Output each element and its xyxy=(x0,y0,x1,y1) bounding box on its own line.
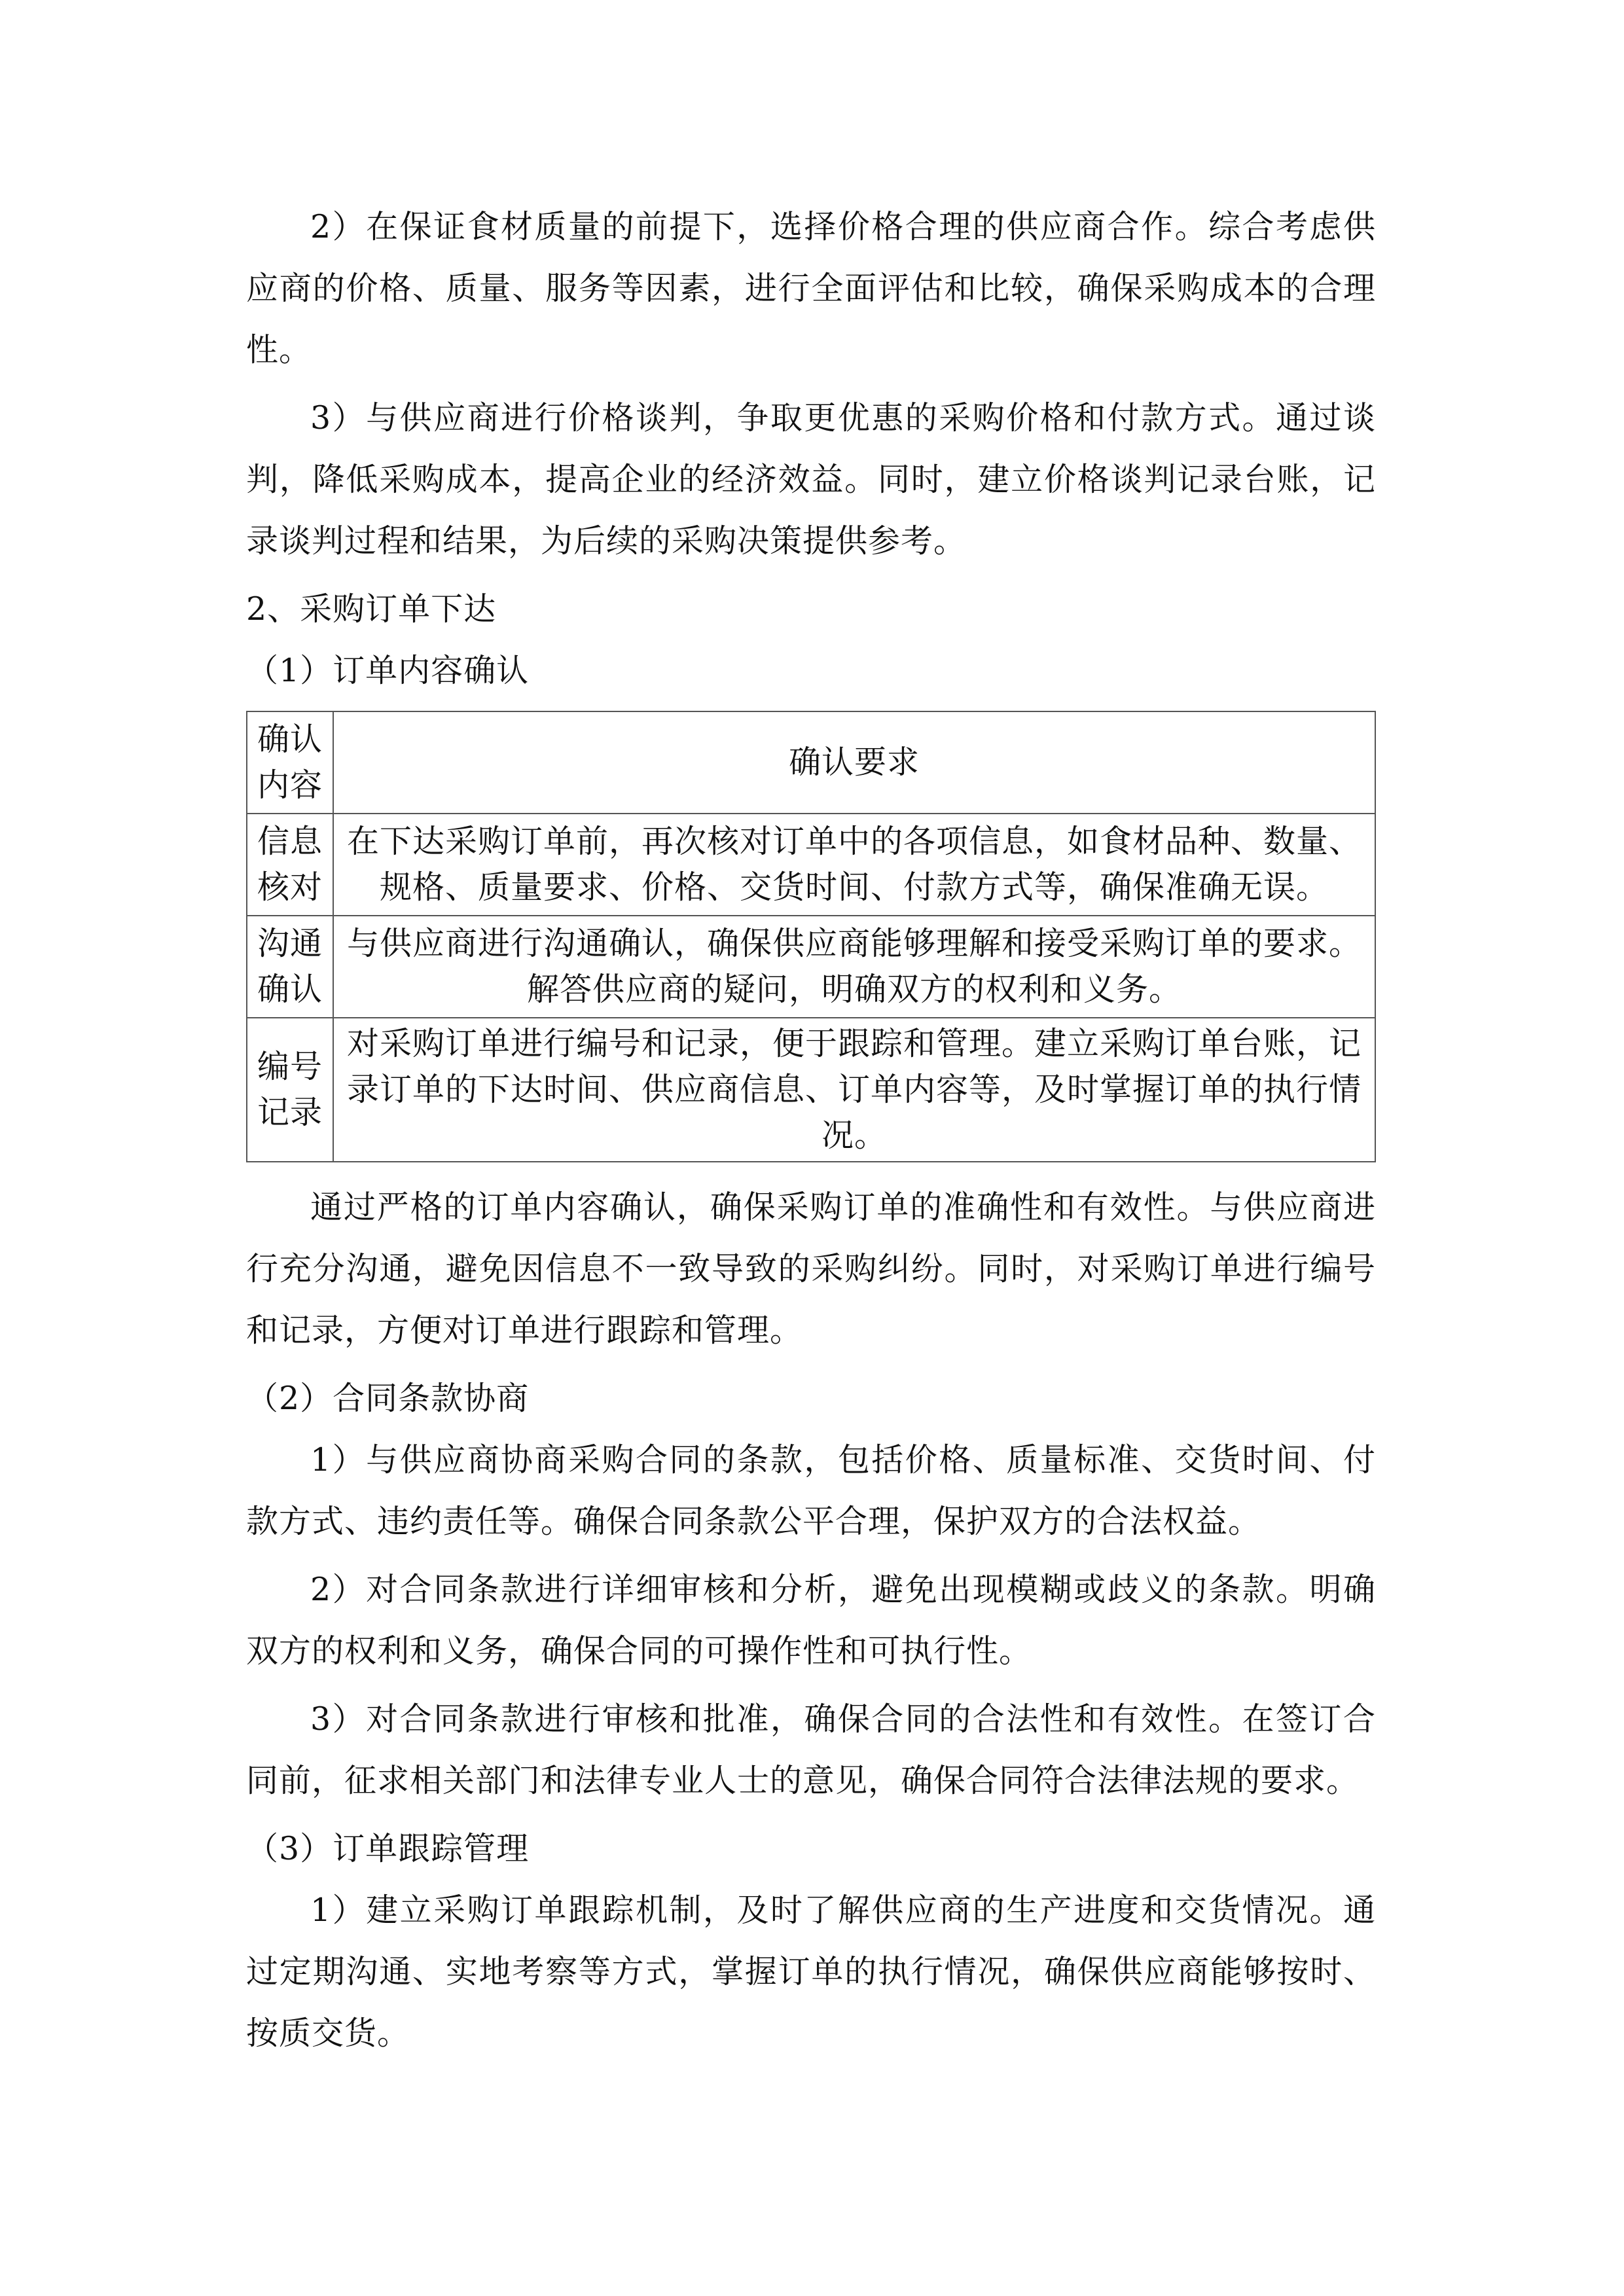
paragraph-price-selection: 2）在保证食材质量的前提下，选择价格合理的供应商合作。综合考虑供应商的价格、质量、服务等因素，进行全面评估和比较，确保采购成本的合理性。 xyxy=(246,208,1376,368)
table-header-requirement: 确认要求 xyxy=(333,711,1375,814)
subsection-heading-order-tracking: （3）订单跟踪管理 xyxy=(246,1830,530,1867)
paragraph-contract-approval: 3）对合同条款进行审核和批准，确保合同的合法性和有效性。在签订合同前，征求相关部门和法律专业人士的意见，确保合同符合法律法规的要求。 xyxy=(246,1700,1376,1799)
section-heading-order-placement: 2、采购订单下达 xyxy=(246,590,497,628)
paragraph-order-tracking: 1）建立采购订单跟踪机制，及时了解供应商的生产进度和交货情况。通过定期沟通、实地考察等方式，掌握订单的执行情况，确保供应商能够按时、按质交货。 xyxy=(246,1892,1376,2052)
paragraph-price-negotiation: 3）与供应商进行价格谈判，争取更优惠的采购价格和付款方式。通过谈判，降低采购成本，提高企业的经济效益。同时，建立价格谈判记录台账，记录谈判过程和结果，为后续的采购决策提供参考。 xyxy=(246,399,1376,560)
table-cell-item: 编号记录 xyxy=(247,1018,333,1162)
paragraph-contract-review: 2）对合同条款进行详细审核和分析，避免出现模糊或歧义的条款。明确双方的权利和义务，确保合同的可操作性和可执行性。 xyxy=(246,1571,1376,1670)
table-cell-item: 信息核对 xyxy=(247,814,333,916)
table-row xyxy=(247,814,1375,916)
subsection-heading-order-confirmation: （1）订单内容确认 xyxy=(246,652,530,689)
order-confirmation-table xyxy=(246,711,1376,1162)
table-cell-item: 沟通确认 xyxy=(247,916,333,1018)
table-cell-requirement: 对采购订单进行编号和记录，便于跟踪和管理。建立采购订单台账，记录订单的下达时间、供应商信息、订单内容等，及时掌握订单的执行情况。 xyxy=(333,1018,1375,1162)
table-row xyxy=(247,1018,1375,1162)
table-row xyxy=(247,916,1375,1018)
table-header-item: 确认内容 xyxy=(247,711,333,814)
table-cell-requirement: 在下达采购订单前，再次核对订单中的各项信息，如食材品种、数量、规格、质量要求、价格、交货时间、付款方式等，确保准确无误。 xyxy=(333,814,1375,916)
paragraph-contract-terms: 1）与供应商协商采购合同的条款，包括价格、质量标准、交货时间、付款方式、违约责任等。确保合同条款公平合理，保护双方的合法权益。 xyxy=(246,1441,1376,1540)
table-cell-requirement: 与供应商进行沟通确认，确保供应商能够理解和接受采购订单的要求。解答供应商的疑问，明确双方的权利和义务。 xyxy=(333,916,1375,1018)
document-page xyxy=(246,196,1376,2071)
table-header-row xyxy=(247,711,1375,814)
paragraph-confirmation-summary: 通过严格的订单内容确认，确保采购订单的准确性和有效性。与供应商进行充分沟通，避免因信息不一致导致的采购纠纷。同时，对采购订单进行编号和记录，方便对订单进行跟踪和管理。 xyxy=(246,1189,1376,1349)
subsection-heading-contract-negotiation: （2）合同条款协商 xyxy=(246,1380,530,1417)
